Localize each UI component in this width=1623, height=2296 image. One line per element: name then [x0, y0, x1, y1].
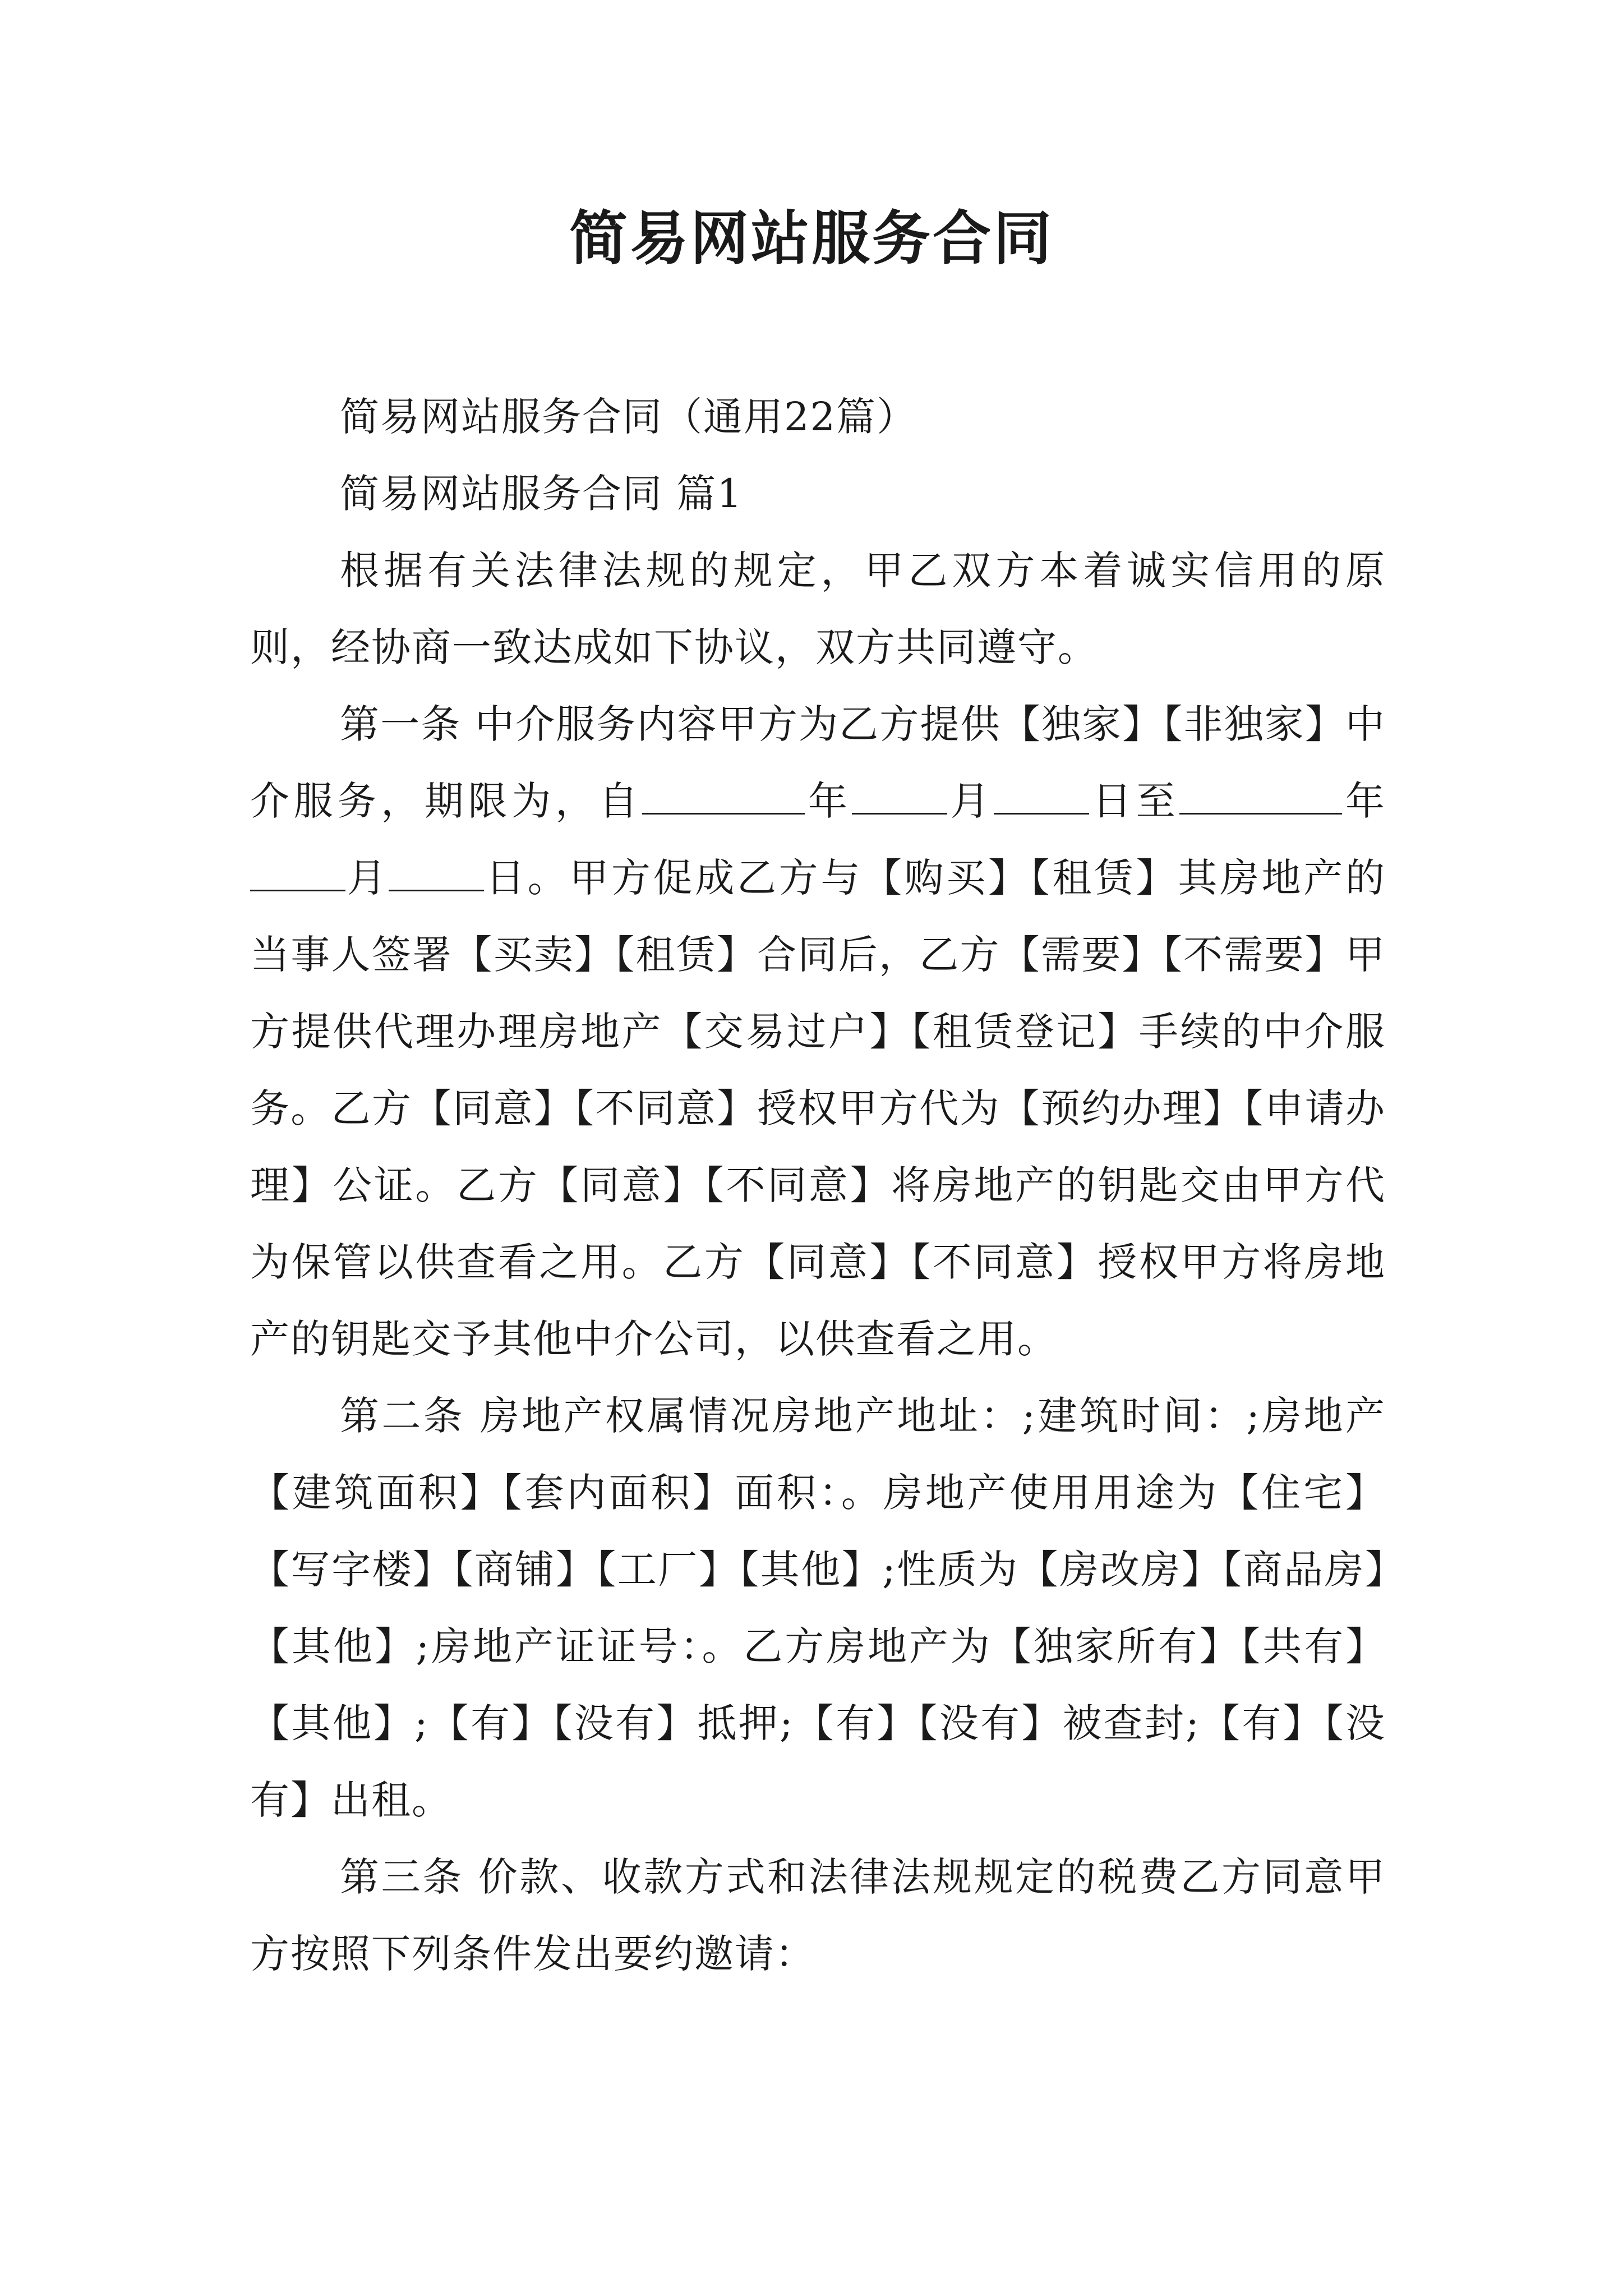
unit-month-end: 月	[345, 855, 389, 901]
article-1-text-a: 第一条 中介服务内容甲方为乙方提供【独家】【非独家】中介服务，期限为，自	[250, 701, 1386, 824]
unit-month: 月	[947, 778, 994, 824]
intro-paragraph: 根据有关法律法规的规定，甲乙双方本着诚实信用的原则，经协商一致达成如下协议，双方共同遵守。	[250, 547, 1386, 670]
subtitle: 简易网站服务合同（通用22篇）	[340, 394, 917, 440]
blank-year-start	[642, 776, 805, 815]
article-2-paragraph: 第二条 房地产权属情况房地产地址：;建筑时间：;房地产【建筑面积】【套内面积】面积：。房地产使用用途为【住宅】【写字楼】【商铺】【工厂】【其他】;性质为【房改房】【商品房】【其他】;房地产证证号：。乙方房地产为【独家所有】【共有】【其他】;【有】【没有】抵押;【有】【没有】被查封;【有】【没有】出租。	[250, 1393, 1386, 1823]
blank-year-end	[1179, 776, 1342, 815]
unit-year: 年	[805, 778, 852, 824]
article-1-text-b: 日。甲方促成乙方与【购买】【租赁】其房地产的当事人签署【买卖】【租赁】合同后，乙方【需要】【不需要】甲方提供代理办理房地产【交易过户】【租赁登记】手续的中介服务。乙方【同意】【不同意】授权甲方代为【预约办理】【申请办理】公证。乙方【同意】【不同意】将房地产的钥匙交由甲方代为保管以供查看之用。乙方【同意】【不同意】授权甲方将房地产的钥匙交予其他中介公司，以供查看之用。	[250, 855, 1386, 1362]
blank-month-start	[852, 776, 947, 815]
article-3-paragraph: 第三条 价款、收款方式和法律法规规定的税费乙方同意甲方按照下列条件发出要约邀请：	[250, 1854, 1386, 1977]
section-heading: 简易网站服务合同 篇1	[340, 471, 743, 517]
article-1-paragraph	[250, 686, 1386, 1378]
document-title: 简易网站服务合同	[569, 204, 1054, 273]
blank-month-end	[250, 853, 345, 892]
document-body	[250, 379, 1386, 1993]
blank-day-end	[389, 853, 484, 892]
unit-year-end: 年	[1342, 778, 1386, 824]
unit-day-to: 日至	[1089, 778, 1180, 824]
blank-day-start	[994, 776, 1089, 815]
